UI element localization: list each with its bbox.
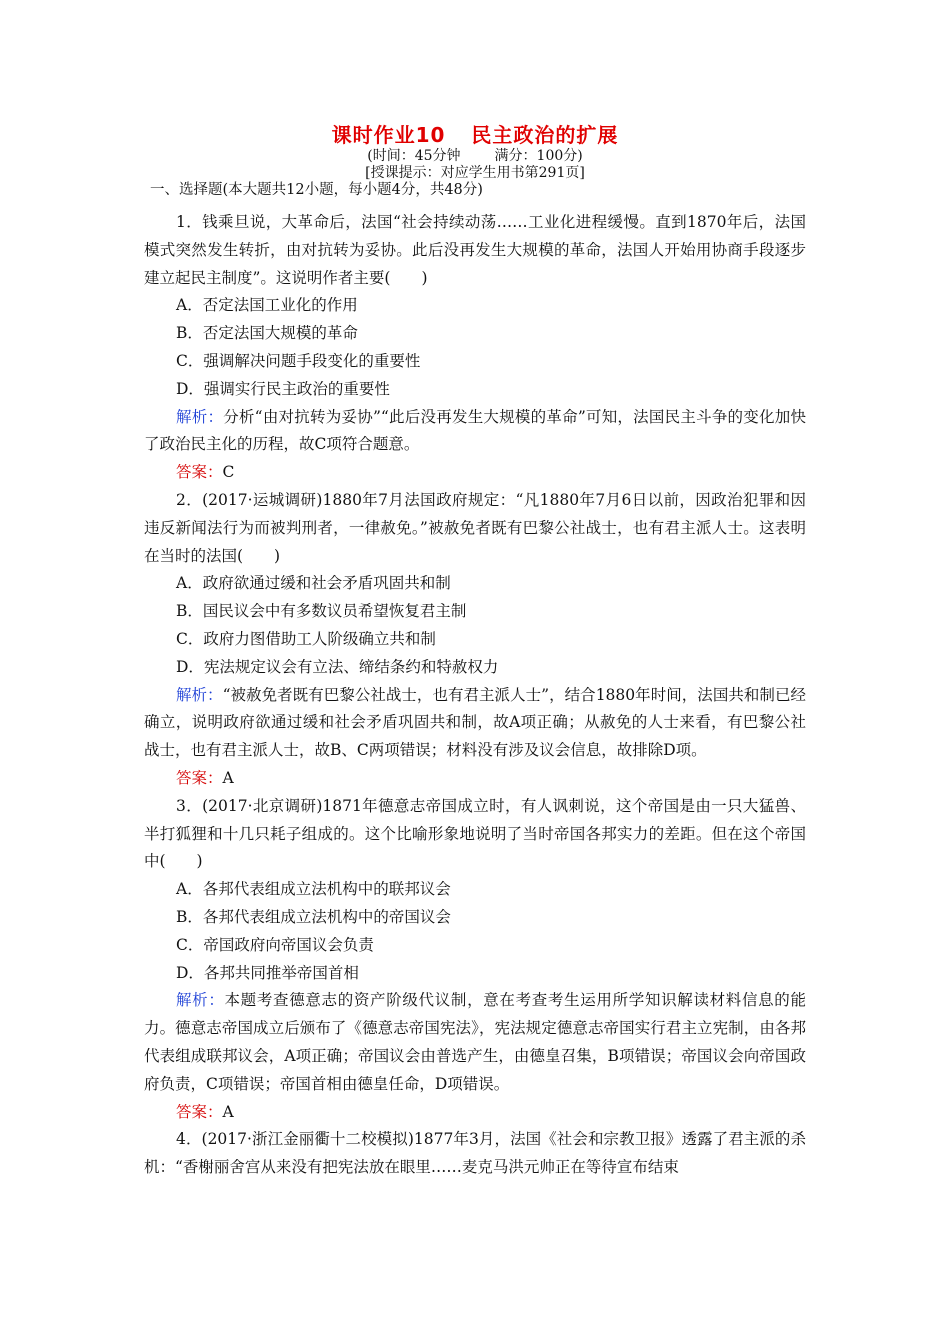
option-d: D．各邦共同推举帝国首相 [176, 963, 359, 982]
answer-value: C [222, 463, 235, 482]
option-d: D．强调实行民主政治的重要性 [176, 379, 390, 398]
answer-label: 答案： [176, 1102, 223, 1121]
question-stem: 2．(2017·运城调研)1880年7月法国政府规定：“凡1880年7月6日以前，因政治犯罪和因违反新闻法行为而被判刑者，一律赦免。”被赦免者既有巴黎公社战士，也有君主派人士。这表明在当时的法国( ) [144, 490, 806, 565]
option-a: A．政府欲通过缓和社会矛盾巩固共和制 [176, 574, 451, 593]
option-b: B．否定法国大规模的革命 [176, 324, 358, 343]
analysis-label: 解析： [176, 685, 223, 704]
document-body [144, 122, 806, 1182]
analysis-text: 分析“由对抗转为妥协”“此后没再发生大规模的革命”可知，法国民主斗争的变化加快了政治民主化的历程，故C项符合题意。 [144, 407, 806, 454]
answer-label: 答案： [176, 463, 223, 482]
answer-value: A [222, 1102, 234, 1121]
analysis-label: 解析： [176, 407, 224, 426]
answer [144, 459, 806, 487]
analysis [144, 682, 806, 765]
analysis-text: “被赦免者既有巴黎公社战士，也有君主派人士”，结合1880年时间，法国共和制已经确立，说明政府欲通过缓和社会矛盾巩固共和制，故A项正确；从赦免的人士来看，有巴黎公社战士，也有君主派人士，故B、C两项错误；材料没有涉及议会信息，故排除D项。 [144, 685, 806, 760]
question-1 [144, 209, 806, 487]
answer-label: 答案： [176, 768, 223, 787]
time-limit: (时间：45分钟 [367, 148, 461, 164]
question-stem: 3．(2017·北京调研)1871年德意志帝国成立时，有人讽刺说，这个帝国是由一只大猛兽、半打狐狸和十几只耗子组成的。这个比喻形象地说明了当时帝国各邦实力的差距。但在这个帝国中( ) [144, 796, 806, 871]
analysis-label: 解析： [176, 991, 225, 1010]
option-c: C．强调解决问题手段变化的重要性 [176, 351, 421, 370]
option-c: C．政府力图借助工人阶级确立共和制 [176, 629, 436, 648]
analysis [144, 987, 806, 1098]
time-score-line [144, 148, 806, 165]
option-d: D．宪法规定议会有立法、缔结条约和特赦权力 [176, 657, 499, 676]
question-3 [144, 793, 806, 1127]
section-title: 一、选择题(本大题共12小题，每小题4分，共48分) [150, 182, 483, 198]
teaching-hint: [授课提示：对应学生用书第291页] [365, 165, 585, 181]
option-a: A．各邦代表组成立法机构中的联邦议会 [176, 880, 451, 899]
question-stem: 1．钱乘旦说，大革命后，法国“社会持续动荡……工业化进程缓慢。直到1870年后，法国模式突然发生转折，由对抗转为妥协。此后没再发生大规模的革命，法国人开始用协商手段逐步建立起民主制度”。这说明作者主要( ) [144, 213, 806, 287]
question-2 [144, 487, 806, 793]
option-c: C．帝国政府向帝国议会负责 [176, 935, 374, 954]
answer [144, 765, 806, 793]
option-b: B．国民议会中有多数议员希望恢复君主制 [176, 602, 467, 621]
question-4 [144, 1126, 806, 1182]
title-right: 民主政治的扩展 [471, 123, 619, 147]
analysis [144, 404, 806, 460]
analysis-text: 本题考查德意志的资产阶级代议制，意在考查考生运用所学知识解读材料信息的能力。德意志帝国成立后颁布了《德意志帝国宪法》，宪法规定德意志帝国实行君主立宪制，由各邦代表组成联邦议会，A项正确；帝国议会由普选产生，由德皇召集，B项错误；帝国议会向帝国政府负责，C项错误；帝国首相由德皇任命，D项错误。 [144, 991, 806, 1093]
title-left: 课时作业10 [331, 123, 446, 147]
full-score: 满分：100分) [494, 148, 583, 164]
option-a: A．否定法国工业化的作用 [176, 296, 358, 315]
answer-value: A [222, 768, 234, 787]
page-title [144, 122, 806, 148]
answer [144, 1099, 806, 1127]
question-stem: 4．(2017·浙江金丽衢十二校模拟)1877年3月，法国《社会和宗教卫报》透露了君主派的杀机：“香榭丽舍宫从来没有把宪法放在眼里……麦克马洪元帅正在等待宣布结束 [144, 1130, 806, 1177]
option-b: B．各邦代表组成立法机构中的帝国议会 [176, 907, 451, 926]
